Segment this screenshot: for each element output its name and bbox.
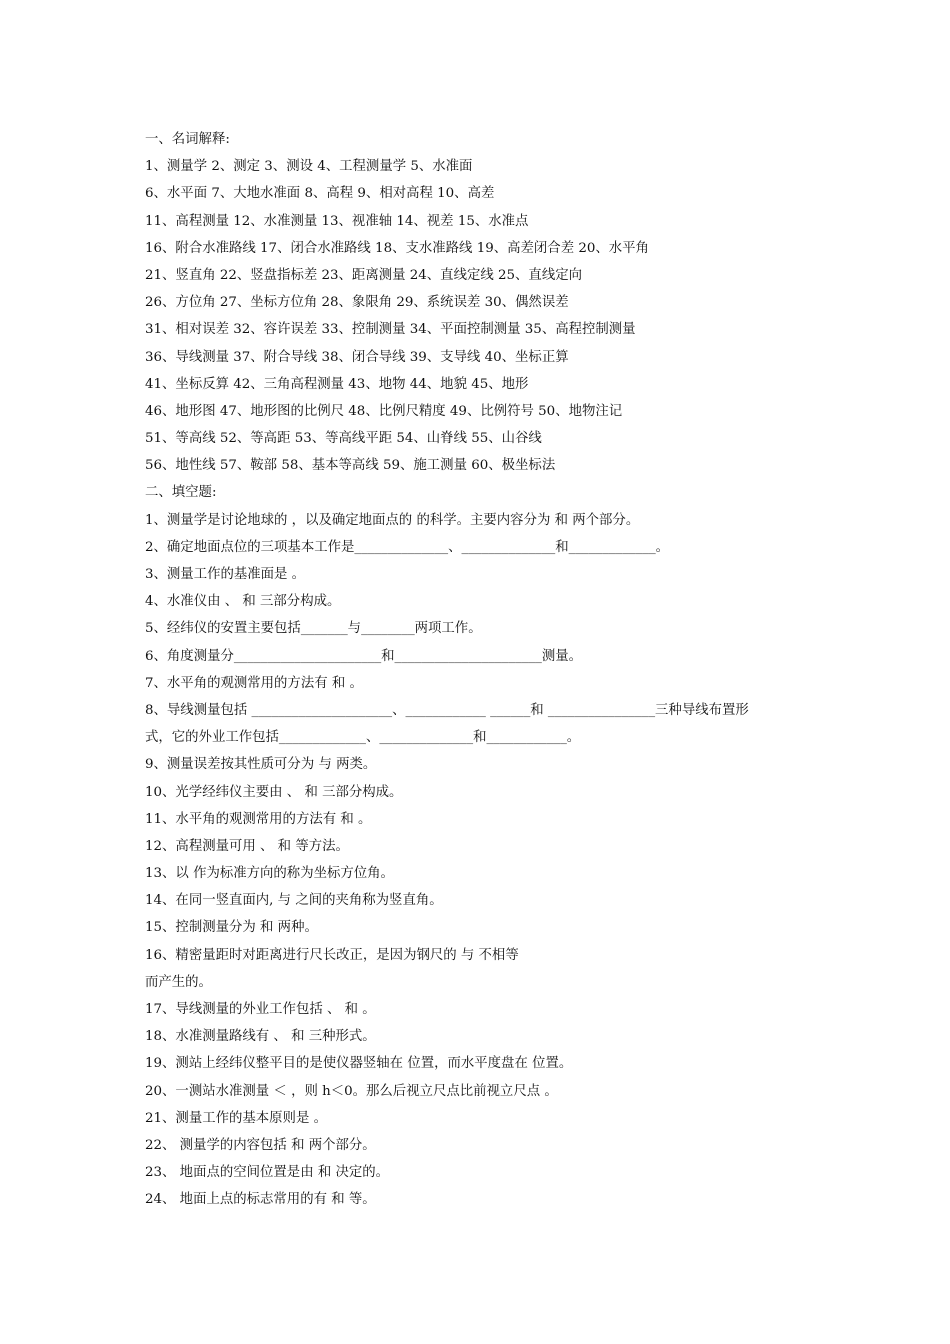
question-line: 14、在同一竖直面内, 与 之间的夹角称为竖直角。	[145, 893, 443, 909]
question-line: 10、光学经纬仪主要由 、 和 三部分构成。	[145, 784, 403, 800]
question-line: 17、导线测量的外业工作包括 、 和 。	[145, 1002, 376, 1017]
definition-line: 26、方位角 27、坐标方位角 28、象限角 29、系统误差 30、偶然误差	[145, 295, 569, 311]
question-line: 19、测站上经纬仪整平目的是使仪器竖轴在 位置，而水平度盘在 位置。	[145, 1056, 573, 1072]
question-line: 1、测量学是讨论地球的 ，以及确定地面点的 的科学。主要内容分为 和 两个部分。	[145, 512, 640, 528]
question-line-continued: 式，它的外业工作包括_____________、______________和____________。	[145, 730, 581, 746]
section-heading-fill-in: 二、填空题:	[145, 485, 217, 501]
definition-line: 6、水平面 7、大地水准面 8、高程 9、相对高程 10、高差	[145, 186, 495, 202]
document-page	[145, 126, 810, 1214]
question-line: 9、测量误差按其性质可分为 与 两类。	[145, 757, 377, 773]
definition-line: 21、竖直角 22、竖盘指标差 23、距离测量 24、直线定线 25、直线定向	[145, 267, 582, 283]
question-line: 15、控制测量分为 和 两种。	[145, 920, 318, 936]
question-line-continued: 而产生的。	[145, 974, 212, 990]
question-line: 8、导线测量包括 _____________________、____________ ______和 ________________三种导线布置形	[145, 702, 749, 718]
question-line: 22、 测量学的内容包括 和 两个部分。	[145, 1137, 376, 1153]
question-line: 2、确定地面点位的三项基本工作是______________、______________和_____________。	[145, 539, 670, 555]
question-line: 7、水平角的观测常用的方法有 和 。	[145, 675, 363, 691]
question-line: 13、以 作为标准方向的称为坐标方位角。	[145, 866, 394, 882]
definition-line: 11、高程测量 12、水准测量 13、视准轴 14、视差 15、水准点	[145, 213, 529, 229]
section-heading-definitions: 一、名词解释:	[145, 132, 230, 147]
definition-line: 36、导线测量 37、附合导线 38、闭合导线 39、支导线 40、坐标正算	[145, 349, 569, 365]
question-line: 12、高程测量可用 、 和 等方法。	[145, 838, 349, 854]
question-line: 4、水准仪由 、 和 三部分构成。	[145, 594, 341, 610]
definition-line: 16、附合水准路线 17、闭合水准路线 18、支水准路线 19、高差闭合差 20、水平角	[145, 240, 649, 256]
definition-line: 56、地性线 57、鞍部 58、基本等高线 59、施工测量 60、极坐标法	[145, 458, 556, 474]
definition-line: 51、等高线 52、等高距 53、等高线平距 54、山脊线 55、山谷线	[145, 431, 542, 447]
question-line: 18、水准测量路线有 、 和 三种形式。	[145, 1029, 376, 1045]
definition-line: 31、相对误差 32、容许误差 33、控制测量 34、平面控制测量 35、高程控制测量	[145, 322, 636, 338]
question-line: 3、测量工作的基准面是 。	[145, 567, 306, 582]
definition-line: 41、坐标反算 42、三角高程测量 43、地物 44、地貌 45、地形	[145, 376, 529, 392]
question-line: 16、精密量距时对距离进行尺长改正，是因为钢尺的 与 不相等	[145, 947, 519, 963]
question-line: 23、 地面点的空间位置是由 和 决定的。	[145, 1165, 390, 1181]
question-line: 5、经纬仪的安置主要包括_______与________两项工作。	[145, 621, 482, 637]
question-line: 6、角度测量分______________________和______________________测量。	[145, 648, 583, 664]
question-line: 24、 地面上点的标志常用的有 和 等。	[145, 1192, 376, 1208]
question-line: 11、水平角的观测常用的方法有 和 。	[145, 811, 372, 827]
question-line: 21、测量工作的基本原则是 。	[145, 1110, 327, 1126]
definition-line: 1、测量学 2、测定 3、测设 4、工程测量学 5、水准面	[145, 159, 473, 175]
definition-line: 46、地形图 47、地形图的比例尺 48、比例尺精度 49、比例符号 50、地物注记	[145, 403, 623, 419]
question-line: 20、一测站水准测量 ＜ ，则 h＜0。那么后视立尺点比前视立尺点 。	[145, 1083, 558, 1099]
